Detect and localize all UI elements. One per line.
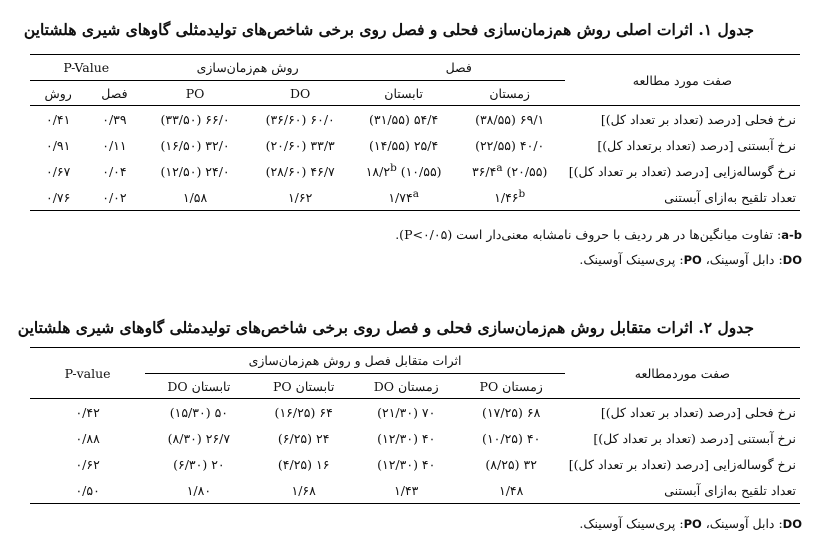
table2-cell-winter-po: ۶۸ (۱۷/۲۵) xyxy=(482,404,541,420)
table1-header-pvalue: P-Value xyxy=(30,55,143,81)
footnote-text: : پری‌سینک آوسینک. xyxy=(579,516,684,531)
table1-cell-p-method: ۰/۹۱ xyxy=(46,137,71,153)
table-row xyxy=(30,425,800,451)
table2-cell-summer-po: ۱/۶۸ xyxy=(291,482,316,498)
table2-cell-pvalue: ۰/۸۸ xyxy=(75,430,100,446)
table1-cell-do: ۴۶/۷ (۲۸/۶۰) xyxy=(265,163,335,179)
table2-cell-trait: نرخ گوساله‌زایی [درصد (تعداد بر تعداد کل)] xyxy=(568,456,796,472)
table2-cell-summer-do: ۱/۸۰ xyxy=(186,482,212,498)
table2-cell-winter-po: ۱/۴۸ xyxy=(499,482,524,498)
table1-cell-winter xyxy=(455,184,565,211)
significance-letter: b xyxy=(518,188,526,201)
table2-cell-pvalue: ۰/۴۲ xyxy=(75,404,100,420)
value-count: (۱۰/۵۵) xyxy=(396,164,442,180)
value-count: (۲۰/۵۵) xyxy=(502,164,548,180)
table-row xyxy=(30,399,800,426)
footnote-text: : تفاوت میانگین‌ها در هر ردیف با حروف نامشابه معنی‌دار است (P<۰/۰۵). xyxy=(395,227,782,242)
table-row xyxy=(30,106,800,133)
table-row xyxy=(30,158,800,184)
table1-cell-summer xyxy=(353,158,455,184)
footnote-label: a-b xyxy=(781,228,802,242)
footnote-text: : دابل آوسینک، xyxy=(701,252,783,267)
table1-header-do: DO xyxy=(248,81,353,106)
table2-footnote-abbrev xyxy=(579,516,802,531)
table2-cell-summer-po: ۱۶ (۴/۲۵) xyxy=(277,456,330,472)
value-main: ۱/۴۶ xyxy=(494,190,519,206)
table1-cell-winter: ۴۰/۰ (۲۲/۵۵) xyxy=(475,137,545,153)
table1-cell-trait: نرخ فحلی [درصد (تعداد بر تعداد کل)] xyxy=(600,111,796,127)
table2-caption: جدول ۲. اثرات متقابل روش هم‌زمان‌سازی فحلی و فصل روی برخی شاخص‌های تولیدمثلی گاوهای شیری هلشتاین xyxy=(17,318,754,337)
footnote-label: DO xyxy=(782,517,802,531)
table-row xyxy=(30,477,800,504)
table2-header-winter-do: زمستان DO xyxy=(355,374,458,399)
table1-cell-summer: ۲۵/۴ (۱۴/۵۵) xyxy=(369,137,439,153)
table1-cell-p-method: ۰/۷۶ xyxy=(46,189,71,205)
table1-cell-do: ۳۳/۳ (۲۰/۶۰) xyxy=(265,137,335,153)
table2-cell-winter-po: ۳۲ (۸/۲۵) xyxy=(485,456,537,472)
table1-cell-trait: تعداد تلقیح به‌ازای آبستنی xyxy=(664,189,796,205)
table1-header-p-method: روش xyxy=(30,81,86,106)
table2-cell-winter-do: ۴۰ (۱۲/۳۰) xyxy=(377,456,436,472)
table2-cell-summer-po: ۶۴ (۱۶/۲۵) xyxy=(274,404,333,420)
table1-cell-p-method: ۰/۴۱ xyxy=(46,111,71,127)
table1-header-summer: تابستان xyxy=(353,81,455,106)
table2-cell-winter-do: ۴۰ (۱۲/۳۰) xyxy=(377,430,436,446)
table1-header-po: PO xyxy=(143,81,248,106)
table1 xyxy=(30,54,800,211)
table2-header-summer-po: تابستان PO xyxy=(252,374,354,399)
table1-cell-trait: نرخ گوساله‌زایی [درصد (تعداد بر تعداد کل)] xyxy=(568,163,796,179)
table1-cell-po: ۱/۵۸ xyxy=(182,189,208,205)
table1-cell-winter: ۶۹/۱ (۳۸/۵۵) xyxy=(475,111,545,127)
table2-header-summer-do: تابستان DO xyxy=(145,374,252,399)
table2-cell-summer-do: ۵۰ (۱۵/۳۰) xyxy=(169,404,228,420)
table2-header-interaction: اثرات متقابل فصل و روش هم‌زمان‌سازی xyxy=(145,348,565,374)
value-main: ۱۸/۲ xyxy=(365,164,391,180)
table2-cell-summer-po: ۲۴ (۶/۲۵) xyxy=(277,430,330,446)
table-row xyxy=(30,451,800,477)
table2-cell-trait: تعداد تلقیح به‌ازای آبستنی xyxy=(664,482,796,498)
table2-cell-summer-do: ۲۶/۷ (۸/۳۰) xyxy=(167,430,231,446)
table1-header-p-season: فصل xyxy=(86,81,142,106)
footnote-text: : دابل آوسینک، xyxy=(701,516,783,531)
table2-cell-trait: نرخ آبستنی [درصد (تعداد بر تعداد کل)] xyxy=(593,430,796,446)
table1-cell-do: ۶۰/۰ (۳۶/۶۰) xyxy=(265,111,335,127)
table1-footnote-significance xyxy=(395,227,802,242)
table1-cell-p-season: ۰/۳۹ xyxy=(102,111,127,127)
table2-cell-summer-do: ۲۰ (۶/۳۰) xyxy=(173,456,225,472)
table2-header-trait: صفت موردمطالعه xyxy=(565,348,800,399)
table1-cell-summer: ۵۴/۴ (۳۱/۵۵) xyxy=(369,111,439,127)
table1-cell-p-method: ۰/۶۷ xyxy=(46,163,71,179)
table2-cell-winter-do: ۷۰ (۲۱/۳۰) xyxy=(377,404,436,420)
table2-cell-pvalue: ۰/۶۲ xyxy=(75,456,100,472)
table2-cell-winter-do: ۱/۴۳ xyxy=(394,482,419,498)
table2-cell-pvalue: ۰/۵۰ xyxy=(75,482,100,498)
table-row xyxy=(30,184,800,211)
value-main: ۳۶/۴ xyxy=(471,164,497,180)
table1-cell-summer xyxy=(353,184,455,211)
table1-cell-winter xyxy=(455,158,565,184)
table1-footnote-abbrev xyxy=(579,252,802,267)
significance-letter: a xyxy=(412,188,419,201)
table-row xyxy=(30,132,800,158)
table2-header-winter-po: زمستان PO xyxy=(458,374,565,399)
table1-header-method: روش هم‌زمان‌سازی xyxy=(143,55,353,81)
significance-letter: b xyxy=(390,162,397,175)
table1-cell-trait: نرخ آبستنی [درصد (تعداد برتعداد کل)] xyxy=(597,137,796,153)
table2-cell-trait: نرخ فحلی [درصد (تعداد بر تعداد کل)] xyxy=(600,404,796,420)
table2 xyxy=(30,347,800,504)
table1-cell-po: ۳۲/۰ (۱۶/۵۰) xyxy=(160,137,230,153)
table1-header-winter: زمستان xyxy=(455,81,565,106)
significance-letter: a xyxy=(496,162,503,175)
table1-cell-po: ۶۶/۰ (۳۳/۵۰) xyxy=(160,111,230,127)
table1-header-season: فصل xyxy=(353,55,565,81)
footnote-text: : پری‌سینک آوسینک. xyxy=(579,252,684,267)
footnote-label: PO xyxy=(683,517,702,531)
footnote-label: PO xyxy=(683,253,702,267)
table2-cell-winter-po: ۴۰ (۱۰/۲۵) xyxy=(482,430,541,446)
table1-cell-p-season: ۰/۰۴ xyxy=(102,163,127,179)
table1-cell-po: ۲۴/۰ (۱۲/۵۰) xyxy=(160,163,230,179)
footnote-label: DO xyxy=(782,253,802,267)
table2-header-pvalue: P-value xyxy=(30,348,145,399)
table1-cell-p-season: ۰/۰۲ xyxy=(102,189,127,205)
table1-cell-p-season: ۰/۱۱ xyxy=(102,137,127,153)
table1-cell-do: ۱/۶۲ xyxy=(287,189,313,205)
table1-header-trait: صفت مورد مطالعه xyxy=(565,55,800,106)
table1-caption: جدول ۱. اثرات اصلی روش هم‌زمان‌سازی فحلی و فصل روی برخی شاخص‌های تولیدمثلی گاوهای شیری هلشتاین xyxy=(23,20,754,39)
value-main: ۱/۷۴ xyxy=(388,190,413,206)
